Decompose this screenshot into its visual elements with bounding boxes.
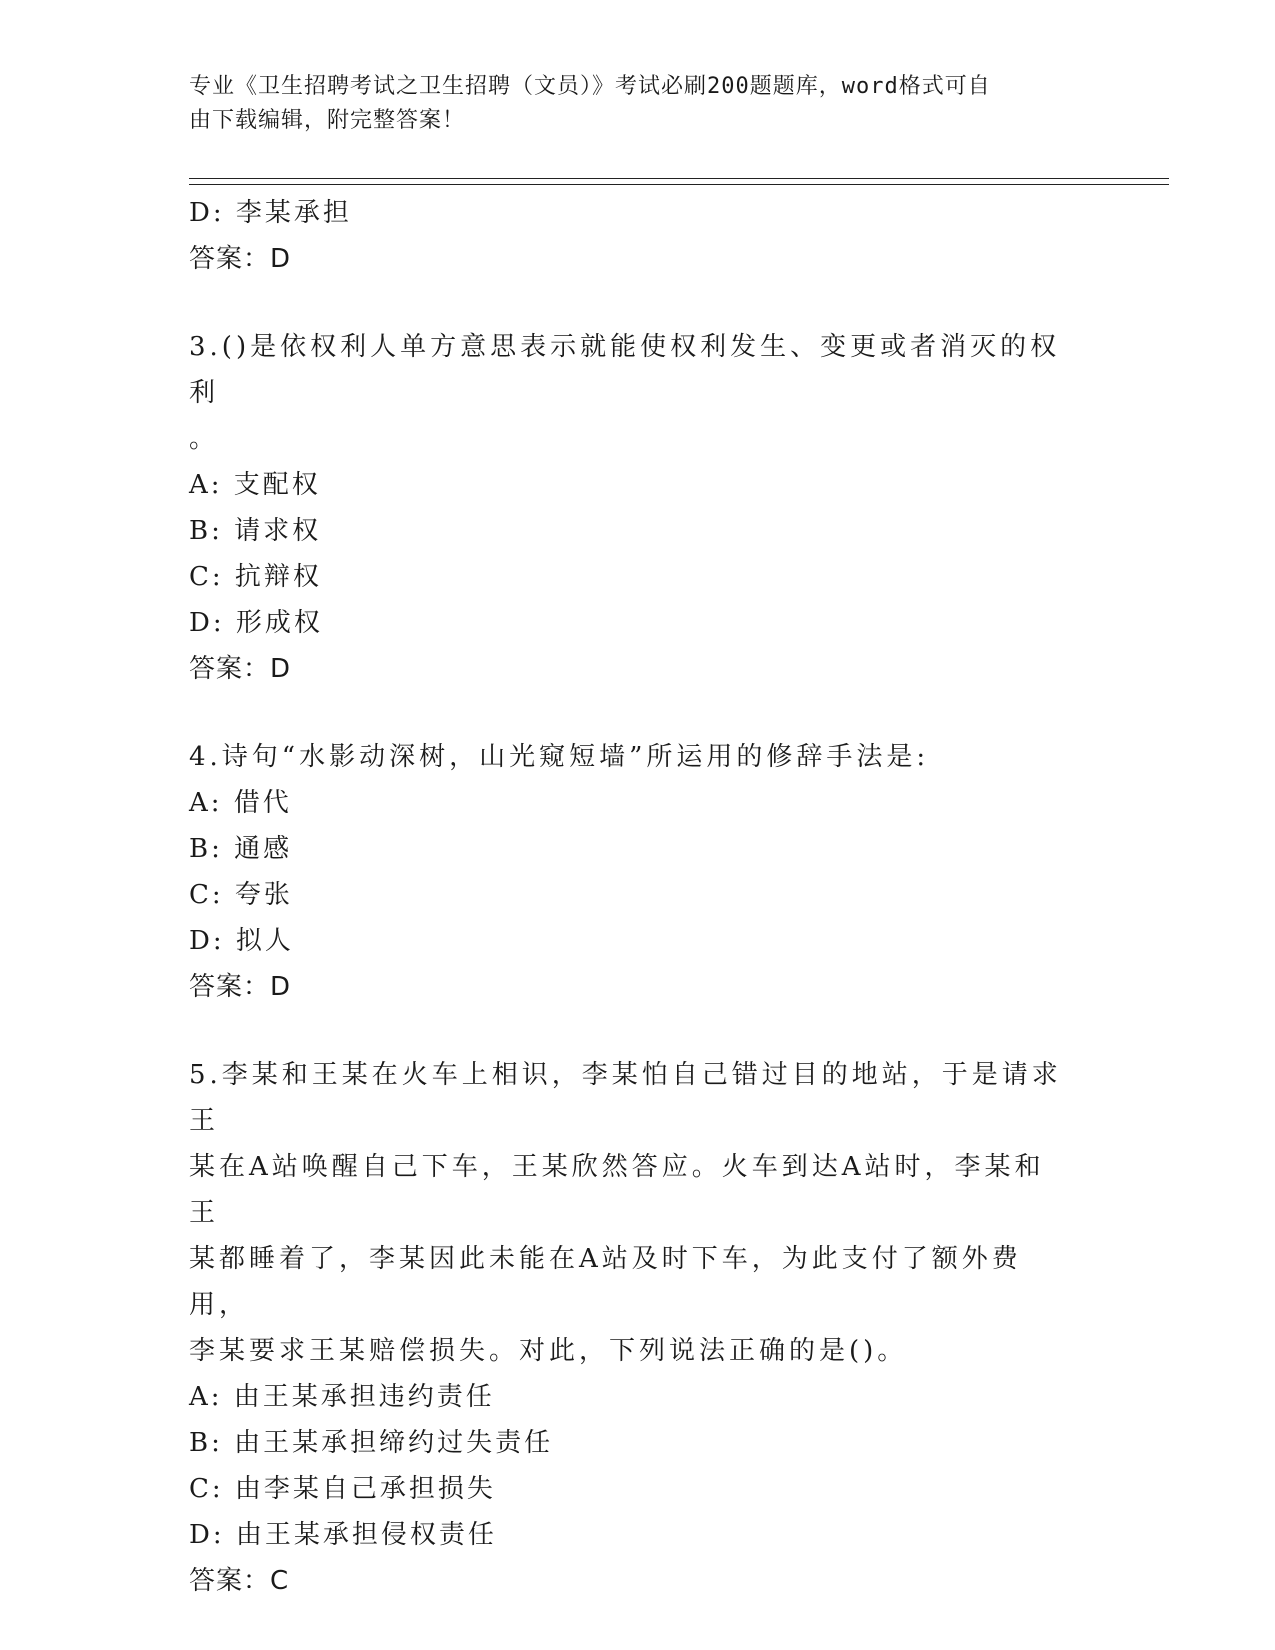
question-3-option-c: C: 抗辩权 [189, 562, 322, 592]
spacer [189, 1010, 1069, 1052]
question-5-stem-line-2: 某在A站唤醒自己下车，王某欣然答应。火车到达A站时，李某和王 [189, 1152, 1045, 1228]
question-5-answer: 答案：C [189, 1566, 290, 1596]
question-5-option-a: A: 由王某承担违约责任 [189, 1382, 495, 1412]
question-3-stem-line-2: 。 [189, 424, 220, 454]
question-5-option-c: C: 由李某自己承担损失 [189, 1474, 496, 1504]
question-3-option-a: A: 支配权 [189, 470, 321, 500]
question-5-stem-line-4: 李某要求王某赔偿损失。对此，下列说法正确的是()。 [189, 1336, 908, 1366]
question-3-option-d: D: 形成权 [189, 608, 323, 638]
question-4 [189, 734, 1069, 1010]
question-list [189, 190, 1069, 1604]
spacer [189, 282, 1069, 324]
document-header [189, 70, 1069, 138]
question-3-answer: 答案：D [189, 654, 292, 684]
prev-question-answer: 答案：D [189, 244, 292, 274]
question-4-option-b: B: 通感 [189, 834, 293, 864]
question-3-option-b: B: 请求权 [189, 516, 322, 546]
spacer [189, 692, 1069, 734]
question-4-stem: 4.诗句“水影动深树，山光窥短墙”所运用的修辞手法是: [189, 742, 930, 772]
question-3 [189, 324, 1069, 692]
question-4-option-d: D: 拟人 [189, 926, 294, 956]
question-5 [189, 1052, 1069, 1604]
question-4-option-c: C: 夸张 [189, 880, 293, 910]
question-3-stem-line-1: 3.()是依权利人单方意思表示就能使权利发生、变更或者消灭的权利 [189, 332, 1061, 408]
header-divider-top [189, 178, 1169, 179]
question-4-answer: 答案：D [189, 972, 292, 1002]
header-divider-bottom [189, 184, 1169, 185]
question-5-stem-line-3: 某都睡着了，李某因此未能在A站及时下车，为此支付了额外费用， [189, 1244, 1022, 1320]
prev-question-option-d: D: 李某承担 [189, 198, 352, 228]
header-line-2: 由下载编辑，附完整答案！ [189, 108, 466, 133]
header-line-1: 专业《卫生招聘考试之卫生招聘（文员）》考试必刷200题题库，word格式可自 [189, 74, 991, 99]
question-4-option-a: A: 借代 [189, 788, 292, 818]
question-5-option-d: D: 由王某承担侵权责任 [189, 1520, 497, 1550]
question-5-option-b: B: 由王某承担缔约过失责任 [189, 1428, 554, 1458]
question-5-stem-line-1: 5.李某和王某在火车上相识，李某怕自己错过目的地站，于是请求王 [189, 1060, 1062, 1136]
